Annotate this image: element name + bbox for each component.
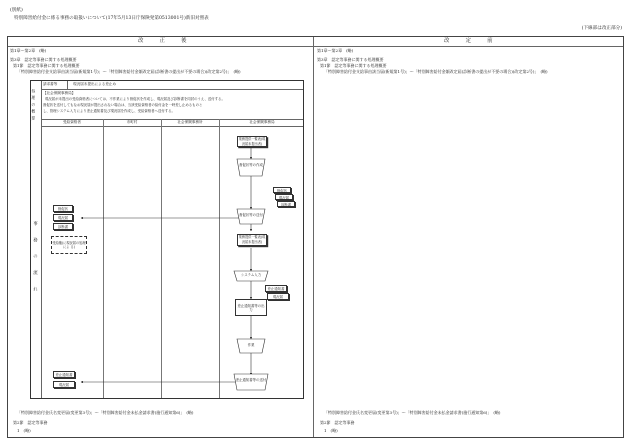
right-sub1-item: 「特別障害給付金支給事由該当届(新規第1号)」～「特別障害給付金額改定届(診断書の提出が不要の場合)(改定第2号)」 (略) — [324, 69, 548, 74]
right-footer-3: 1 (略) — [324, 428, 338, 433]
create-step-label: 督促状等の作成 — [239, 163, 263, 167]
receipt-list-1: 業務提供一覧表(現況届未提出者) — [238, 137, 266, 146]
right-chapter: 第1章～第2章 (略) — [317, 48, 354, 53]
column-divider — [313, 37, 314, 437]
receipt-list-2: 業務提供一覧表(現況届未提出者) — [237, 234, 267, 246]
right-footer-1: 「特別障害給付金氏名変更届(変更第3号)」～「特別障害給付金未払金請求書(施行通知第6)」 (略) — [324, 410, 501, 415]
table-head-2: 現況届未提出による差止め — [73, 82, 117, 86]
create-step-shape — [237, 159, 265, 176]
output-box: 差止通知書等の出力 — [235, 299, 267, 316]
document-title: 特別障害給付金に係る事務の取扱いについて(17年5月13日庁保険発第0513001号)新旧対照表 — [14, 16, 209, 21]
proc-line-1: 現況届が未提出の受給資格者については、不作業により督促状を作成し、現況届及び診断書を同封のうえ、送付する。 — [45, 97, 225, 101]
left-sub1: 第1節 認定等事務に関する処理概要 — [13, 63, 80, 68]
header-divider — [8, 46, 623, 47]
right-sub1: 第1節 認定等事務に関する処理概要 — [320, 63, 387, 68]
column-header-old: 改 定 前 — [444, 38, 493, 44]
doc-genkyo: 現況届 — [275, 194, 293, 200]
column-header-new: 改 正 後 — [138, 38, 187, 44]
underline-note: (下線部は改正部分) — [581, 26, 622, 31]
right-footer-2: 第2節 認定等事務 — [320, 420, 355, 425]
doc-tokusoku: 督促状 — [273, 187, 291, 193]
side-label-overview: 処理の概要 — [31, 89, 37, 123]
check-step-label: 作業 — [247, 343, 255, 347]
left-footer-3: 1 (略) — [17, 428, 31, 433]
proc-title: 【社会保険事務局】 — [43, 91, 76, 95]
lane-person: 受給資格者 — [63, 120, 81, 124]
send-step-label: 督促状等の送付 — [239, 213, 263, 217]
doc-shindan: 診断書 — [277, 201, 295, 207]
doc-sashitome: 差止通知書 — [265, 285, 287, 292]
proc-line-3: し、管理システム入力により差止通知書及び現況届を作成し、受給資格者へ送付する。 — [43, 109, 175, 113]
dashed-note: 受給権(に現況届の処理によ る) — [51, 236, 87, 254]
left-chapter: 第1章～第2章 (略) — [10, 48, 47, 53]
system-input-label: システム入力 — [240, 273, 261, 277]
left-sub1-item: 「特別障害給付金支給事由該当届(新規第1号)」～「特別障害給付金額改定届(診断書の提出が不要の場合)(改定第2号)」 (略) — [17, 69, 241, 74]
bekki-label: (別紙) — [10, 8, 23, 13]
person-doc-tokusoku: 督促状 — [53, 205, 73, 212]
proc-line-2: 督促状を送付してもなお現況届が提出されない場合は、当該受給資格者の給付金を一時差し止めるものと — [43, 103, 203, 107]
right-section3: 第3章 認定等事務に関する処理概要 — [317, 57, 384, 62]
left-section3: 第3章 認定等事務に関する処理概要 — [10, 57, 77, 62]
lane-city: 市町村 — [126, 120, 138, 124]
left-footer-1: 「特別障害給付金氏名変更届(変更第3号)」～「特別障害給付金未払金請求書(施行通知第6)」 (略) — [17, 410, 194, 415]
side-label-flow: 事務の流れ — [32, 221, 38, 303]
end-doc-genkyo: 現況届 — [53, 381, 75, 388]
lane-bureau: 社会保険事務局 — [249, 120, 275, 124]
left-footer-2: 第2節 認定等事務 — [13, 420, 48, 425]
doc-genkyo-2: 現況届 — [267, 293, 289, 300]
person-doc-shindan: 診断書 — [53, 223, 73, 230]
end-doc-sashitome: 差止通知書 — [53, 371, 75, 378]
flowchart — [30, 80, 304, 399]
table-head-1: 請求書等 — [43, 82, 58, 86]
person-doc-genkyo: 現況届 — [53, 214, 73, 221]
lane-office: 社会保険事務所 — [177, 120, 203, 124]
send2-step-label: 差止通知書等の送付 — [235, 378, 267, 382]
